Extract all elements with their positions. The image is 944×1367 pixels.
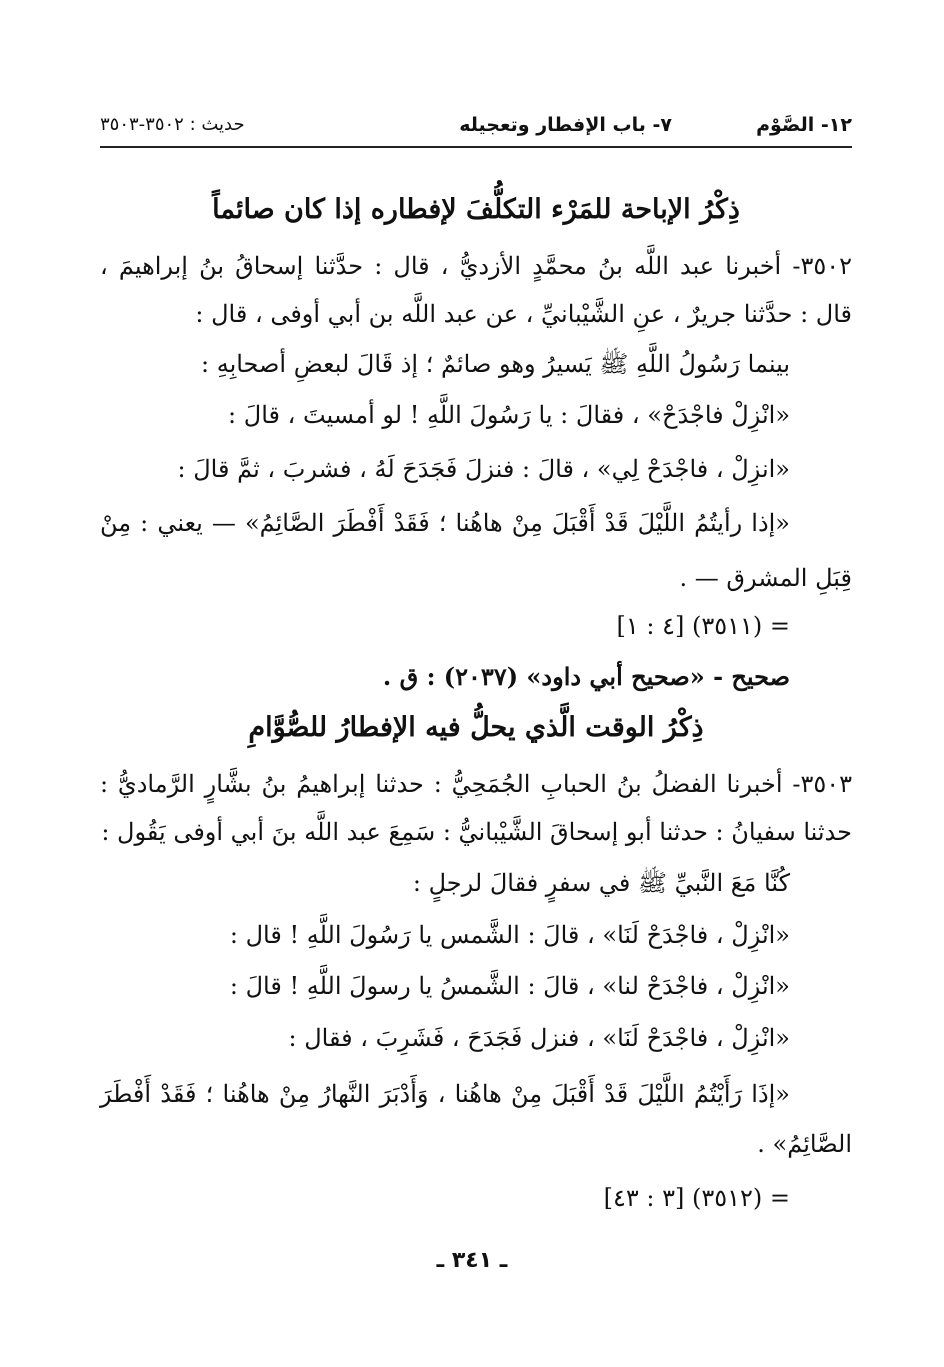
running-header xyxy=(100,108,852,144)
section-title-1: ذِكْرُ الإباحة للمَرْء التكلُّفَ لإفطاره إذا كان صائماً xyxy=(212,194,740,225)
header-divider xyxy=(100,146,852,148)
hadith-range: حديث : ٣٥٠٢-٣٥٠٣ xyxy=(100,114,245,135)
text-line: «إذَا رَأَيْتُمُ اللَّيْلَ قَدْ أَقْبَلَ مِنْ هاهُنا ، وَأَدْبَرَ النَّهارُ مِنْ هاهُنا ؛ فَقَدْ أَفْطَرَ xyxy=(100,1080,790,1108)
cross-reference: = (٣٥١١) [٤ : ١] xyxy=(616,612,790,640)
bab-title: ٧- باب الإفطار وتعجيله xyxy=(459,114,672,136)
text-line: «انْزِلْ ، فاجْدَحْ لَنَا» ، فنزل فَجَدَحَ ، فَشَرِبَ ، فقال : xyxy=(288,1024,790,1052)
text-line: «انْزِلْ فاجْدَحْ» ، فقالَ : يا رَسُولَ اللَّهِ ! لو أمسيتَ ، قالَ : xyxy=(228,401,790,429)
section-title-2: ذِكْرُ الوقت الَّذي يحلُّ فيه الإفطارُ للصُّوَّامِ xyxy=(248,712,704,743)
text-line: كُنَّا مَعَ النَّبيِّ ﷺ في سفرٍ فقالَ لرجلٍ : xyxy=(412,869,790,897)
text-line: حدثنا سفيانُ : حدثنا أبو إسحاقَ الشَّيْبانيُّ : سَمِعَ عبد اللَّه بنَ أبي أوفى يَقُول : xyxy=(101,818,852,846)
text-line: «انْزِلْ ، فاجْدَحْ لنا» ، قالَ : الشَّمسُ يا رسولَ اللَّهِ ! قالَ : xyxy=(229,972,790,1000)
page-number: ـ ٣٤١ ـ xyxy=(436,1248,508,1273)
cross-reference: = (٣٥١٢) [٣ : ٤٣] xyxy=(603,1184,790,1212)
text-line: «انزِلْ ، فاجْدَحْ لِي» ، قالَ : فنزلَ فَجَدَحَ لَهُ ، فشربَ ، ثمَّ قالَ : xyxy=(177,455,790,483)
text-line: ٣٥٠٢- أخبرنا عبد اللَّه بنُ محمَّدٍ الأزديُّ ، قال : حدَّثنا إسحاقُ بنُ إبراهيمَ ، xyxy=(100,252,852,280)
text-line: «انْزِلْ ، فاجْدَحْ لَنَا» ، قالَ : الشَّمس يا رَسُولَ اللَّهِ ! قال : xyxy=(229,921,790,949)
text-line: «إذا رأيتُمُ اللَّيْلَ قَدْ أَقْبَلَ مِنْ هاهُنا ؛ فَقَدْ أَفْطَرَ الصَّائِمُ» — يعني : مِنْ xyxy=(100,509,790,537)
text-line: الصَّائِمُ» . xyxy=(757,1130,852,1158)
text-line: قِبَلِ المشرق — . xyxy=(679,564,852,592)
text-line: بينما رَسُولُ اللَّهِ ﷺ يَسيرُ وهو صائمٌ ؛ إذ قَالَ لبعضِ أصحابِهِ : xyxy=(200,350,790,378)
text-line: قال : حدَّثنا جريرٌ ، عنِ الشَّيْبانيِّ ، عن عبد اللَّه بن أبي أوفى ، قال : xyxy=(195,300,852,328)
text-line: ٣٥٠٣- أخبرنا الفضلُ بنُ الحبابِ الجُمَحِيُّ : حدثنا إبراهيمُ بنُ بشَّارٍ الرَّماديُّ : xyxy=(100,770,852,798)
hadith-grade: صحيح - «صحيح أبي داود» (٢٠٣٧) : ق . xyxy=(382,662,790,691)
chapter-title: ١٢- الصَّوْم xyxy=(756,114,852,136)
